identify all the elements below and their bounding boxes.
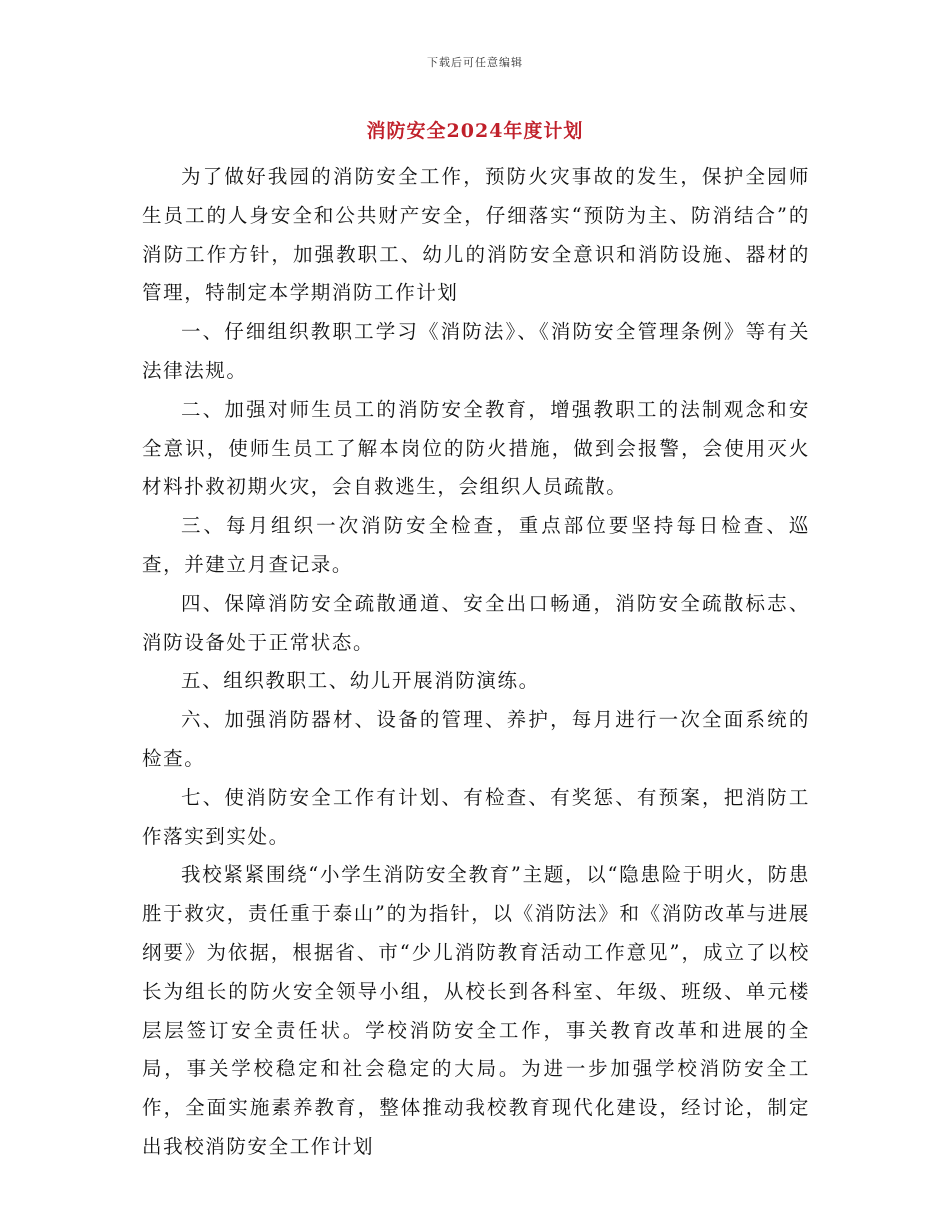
paragraph-intro: 为了做好我园的消防安全工作，预防火灾事故的发生，保护全园师生员工的人身安全和公共财产安全，仔细落实“预防为主、防消结合”的消防工作方针，加强教职工、幼儿的消防安全意识和消防设施、器材的管理，特制定本学期消防工作计划: [142, 165, 810, 305]
header-note: 下载后可任意编辑: [427, 56, 523, 69]
paragraph-item-1: 一、仔细组织教职工学习《消防法》、《消防安全管理条例》等有关法律法规。: [142, 320, 810, 382]
paragraph-item-3: 三、每月组织一次消防安全检查，重点部位要坚持每日检查、巡查，并建立月查记录。: [142, 514, 810, 576]
paragraph-item-4: 四、保障消防安全疏散通道、安全出口畅通，消防安全疏散标志、消防设备处于正常状态。: [142, 591, 810, 654]
document-body: [142, 158, 810, 1167]
paragraph-item-6: 六、加强消防器材、设备的管理、养护，每月进行一次全面系统的检查。: [142, 708, 810, 770]
document-title: 消防安全2024年度计划: [366, 120, 584, 142]
paragraph-school-plan: 我校紧紧围绕“小学生消防安全教育”主题，以“隐患险于明火，防患胜于救灾，责任重于泰山”的为指针，以《消防法》和《消防改革与进展纲要》为依据，根据省、市“少儿消防教育活动工作意见”，成立了以校长为组长的防火安全领导小组，从校长到各科室、年级、班级、单元楼层层签订安全责任状。学校消防安全工作，事关教育改革和进展的全局，事关学校稳定和社会稳定的大局。为进一步加强学校消防安全工作，全面实施素养教育，整体推动我校教育现代化建设，经讨论，制定出我校消防安全工作计划: [142, 863, 810, 1158]
paragraph-item-2: 二、加强对师生员工的消防安全教育，增强教职工的法制观念和安全意识，使师生员工了解本岗位的防火措施，做到会报警，会使用灭火材料扑救初期火灾，会自救逃生，会组织人员疏散。: [142, 397, 810, 499]
paragraph-item-7: 七、使消防安全工作有计划、有检查、有奖惩、有预案，把消防工作落实到实处。: [142, 785, 810, 848]
paragraph-item-5: 五、组织教职工、幼儿开展消防演练。: [181, 669, 540, 693]
